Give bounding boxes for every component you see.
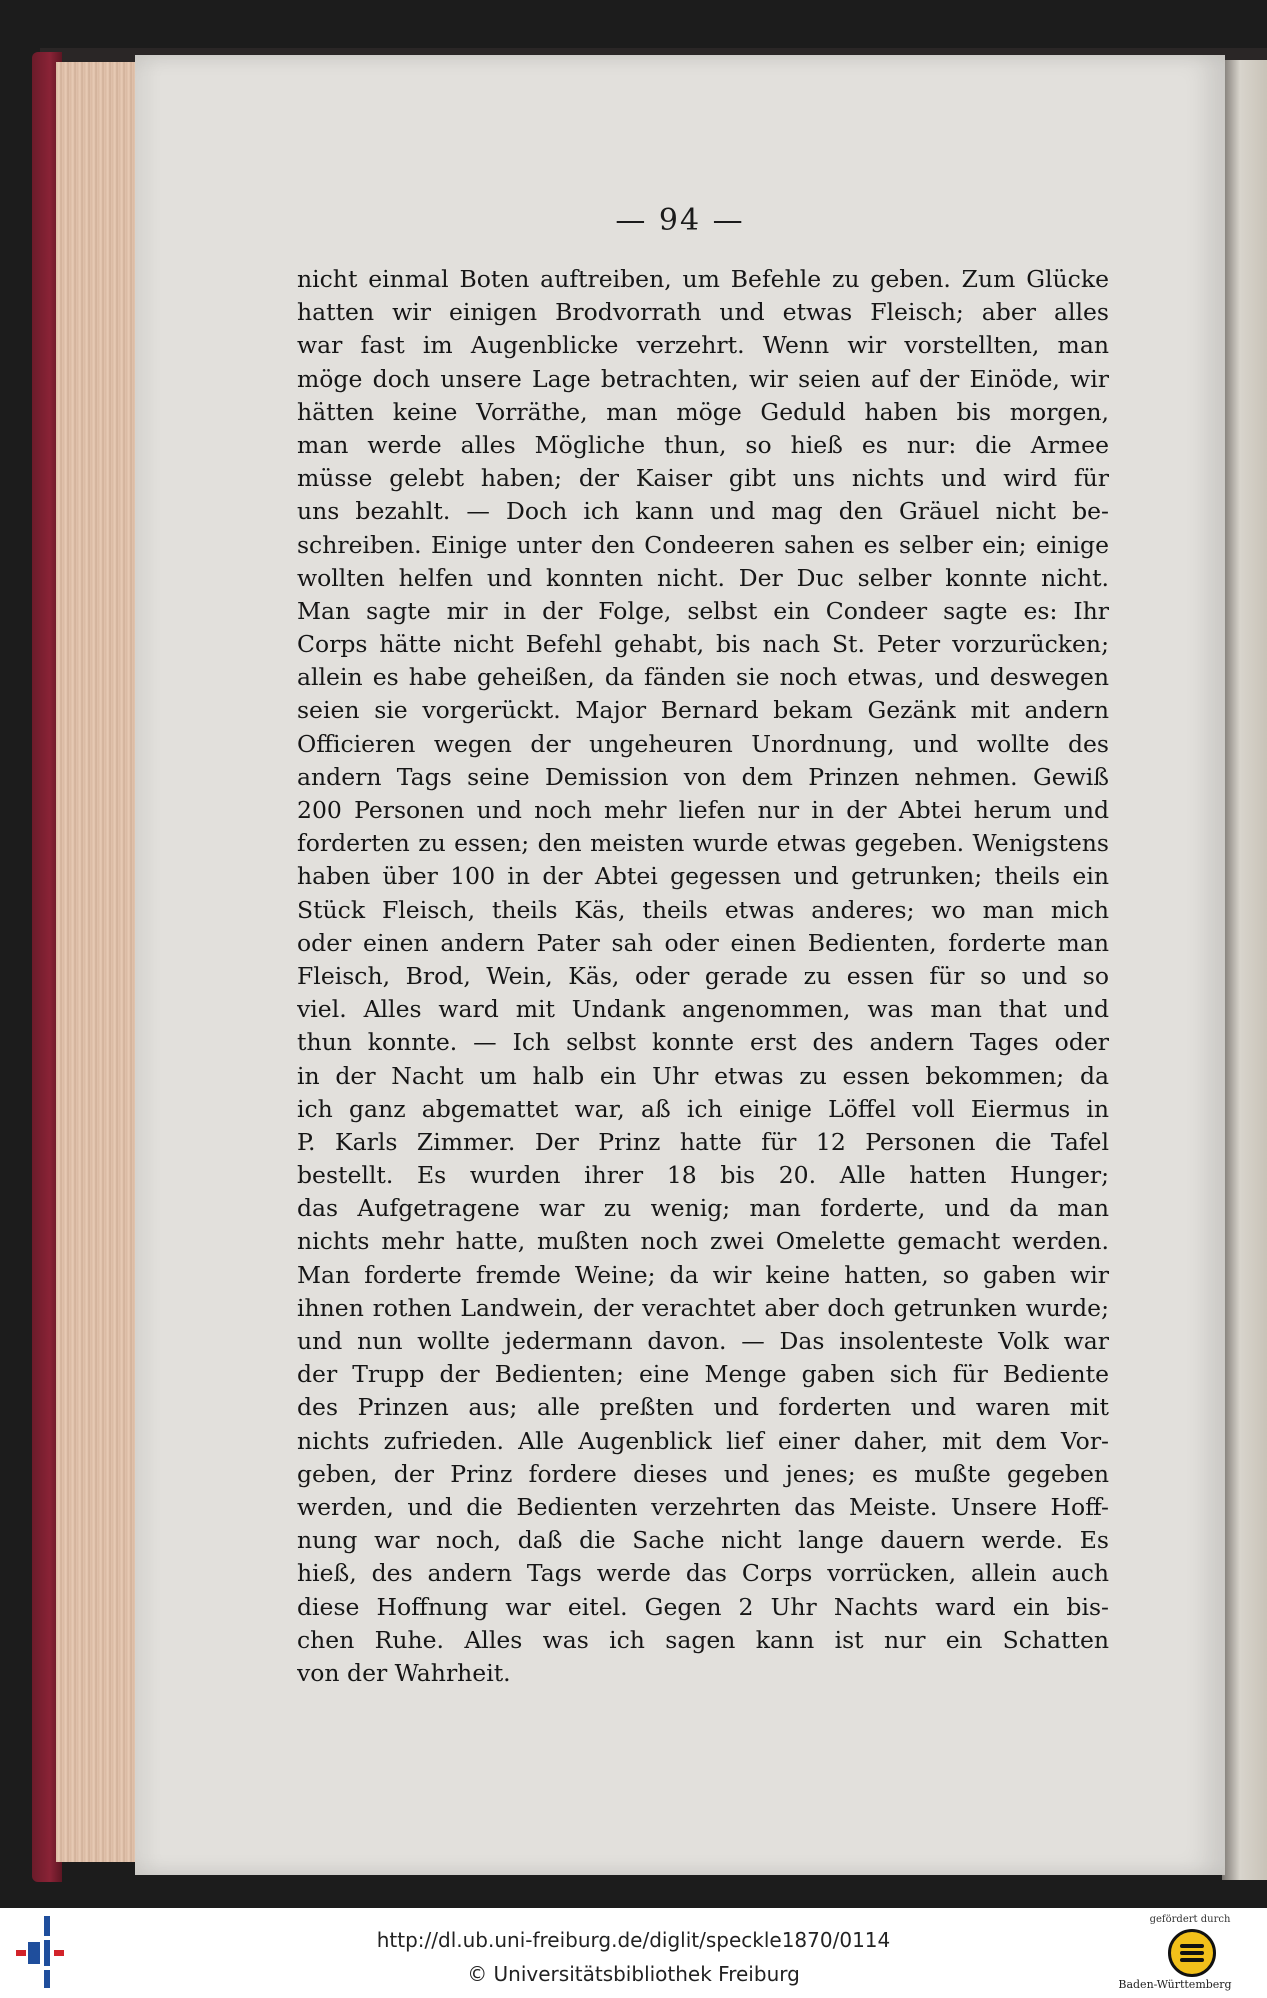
text-line: und nun wollte jedermann davon. — Das insolenteste Volk war — [297, 1327, 1109, 1355]
text-line: P. Karls Zimmer. Der Prinz hatte für 12 Personen die Tafel — [297, 1127, 1109, 1156]
text-line: möge doch unsere Lage betrachten, wir seien auf der Einöde, wir — [297, 364, 1109, 393]
facing-page-edge — [1222, 60, 1267, 1880]
text-line: Officieren wegen der ungeheuren Unordnung, und wollte des — [297, 729, 1109, 758]
text-line: bestellt. Es wurden ihrer 18 bis 20. Alle hatten Hunger; — [297, 1161, 1109, 1190]
text-line: seien sie vorgerückt. Major Bernard bekam Gezänk mit andern — [297, 696, 1109, 725]
text-line: man werde alles Mögliche thun, so hieß es nur: die Armee — [297, 430, 1109, 459]
text-line: andern Tags seine Demission von dem Prinzen nehmen. Gewiß — [297, 762, 1109, 791]
text-line: uns bezahlt. — Doch ich kann und mag den Gräuel nicht be- — [297, 497, 1109, 526]
book-page — [135, 55, 1225, 1875]
text-line: wollten helfen und konnten nicht. Der Duc selber konnte nicht. — [297, 563, 1109, 592]
text-line: müsse gelebt haben; der Kaiser gibt uns nichts und wird für — [297, 464, 1109, 493]
text-line: viel. Alles ward mit Undank angenommen, was man that und — [297, 995, 1109, 1024]
text-line: hatten wir einigen Brodvorrath und etwas Fleisch; aber alles — [297, 298, 1109, 327]
text-line: nichts mehr hatte, mußten noch zwei Omelette gemacht werden. — [297, 1227, 1109, 1256]
text-line: nichts zufrieden. Alle Augenblick lief einer daher, mit dem Vor- — [297, 1426, 1109, 1455]
text-line: Corps hätte nicht Befehl gehabt, bis nach St. Peter vorzurücken; — [297, 630, 1109, 659]
text-line: ich ganz abgemattet war, aß ich einige Löffel voll Eiermus in — [297, 1094, 1109, 1123]
state-crest-icon — [1168, 1929, 1216, 1977]
text-line: chen Ruhe. Alles was ich sagen kann ist nur ein Schatten — [297, 1625, 1109, 1654]
text-line: ihnen rothen Landwein, der verachtet aber doch getrunken wurde; — [297, 1293, 1109, 1322]
text-line: schreiben. Einige unter den Condeeren sahen es selber ein; einige — [297, 530, 1109, 559]
copyright-notice: © Universitätsbibliothek Freiburg — [467, 1962, 800, 1986]
text-line: geben, der Prinz fordere dieses und jenes; es mußte gegeben — [297, 1459, 1109, 1488]
text-line: der Trupp der Bedienten; eine Menge gaben sich für Bediente — [297, 1360, 1109, 1389]
text-line: nung war noch, daß die Sache nicht lange dauern werde. Es — [297, 1526, 1109, 1555]
text-line: oder einen andern Pater sah oder einen Bedienten, forderte man — [297, 928, 1109, 957]
text-line: forderten zu essen; den meisten wurde etwas gegeben. Wenigstens — [297, 829, 1109, 858]
text-line: war fast im Augenblicke verzehrt. Wenn wir vorstellten, man — [297, 331, 1109, 360]
text-line: des Prinzen aus; alle preßten und forderten und waren mit — [297, 1393, 1109, 1422]
text-line: thun konnte. — Ich selbst konnte erst des andern Tages oder — [297, 1028, 1109, 1057]
text-line: das Aufgetragene war zu wenig; man forderte, und da man — [297, 1194, 1109, 1223]
text-line: von der Wahrheit. — [297, 1658, 511, 1687]
text-line: hätten keine Vorräthe, man möge Geduld haben bis morgen, — [297, 397, 1109, 426]
page-edges — [56, 62, 144, 1862]
text-line: Man sagte mir in der Folge, selbst ein Condeer sagte es: Ihr — [297, 596, 1109, 625]
page-number: — 94 — — [615, 203, 745, 238]
sponsor-name: Baden-Württemberg — [1118, 1978, 1232, 1991]
text-line: diese Hoffnung war eitel. Gegen 2 Uhr Nachts ward ein bis- — [297, 1592, 1109, 1621]
text-line: hieß, des andern Tags werde das Corps vorrücken, allein auch — [297, 1559, 1109, 1588]
text-line: Fleisch, Brod, Wein, Käs, oder gerade zu essen für so und so — [297, 961, 1109, 990]
text-line: allein es habe geheißen, da fänden sie noch etwas, und deswegen — [297, 663, 1109, 692]
text-line: Man forderte fremde Weine; da wir keine hatten, so gaben wir — [297, 1260, 1109, 1289]
text-line: nicht einmal Boten auftreiben, um Befehle zu geben. Zum Glücke — [297, 265, 1109, 293]
text-line: werden, und die Bedienten verzehrten das Meiste. Unsere Hoff- — [297, 1492, 1109, 1521]
text-line: in der Nacht um halb ein Uhr etwas zu essen bekommen; da — [297, 1061, 1109, 1090]
page-text — [297, 263, 1109, 1690]
document-url[interactable]: http://dl.ub.uni-freiburg.de/diglit/speckle1870/0114 — [376, 1928, 891, 1952]
text-line: haben über 100 in der Abtei gegessen und getrunken; theils ein — [297, 862, 1109, 891]
sponsor-label: gefördert durch — [1149, 1914, 1231, 1925]
text-line: Stück Fleisch, theils Käs, theils etwas anderes; wo man mich — [297, 895, 1109, 924]
text-line: 200 Personen und noch mehr liefen nur in der Abtei herum und — [297, 796, 1109, 824]
